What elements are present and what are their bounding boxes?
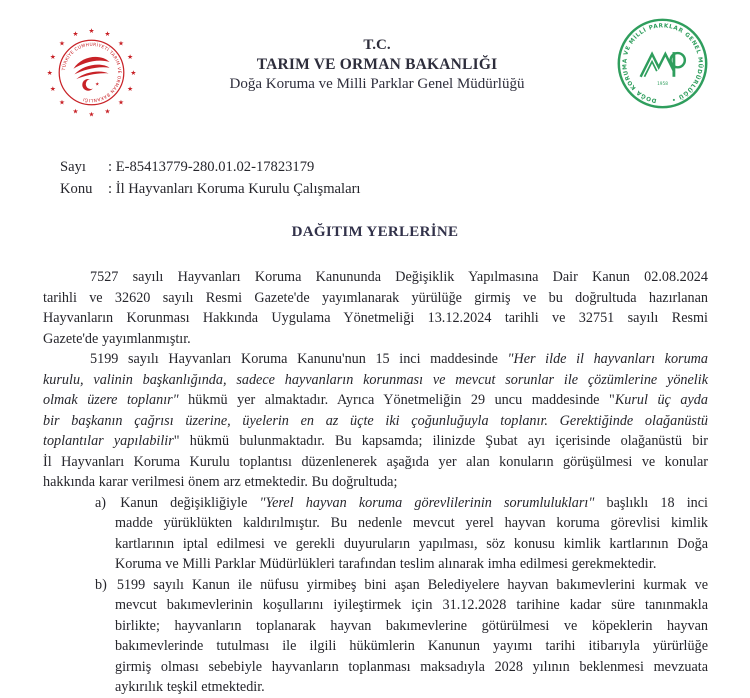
text-segment: Kanun değişikliğiyle bbox=[120, 494, 260, 511]
body-line bbox=[43, 390, 708, 411]
text-segment: 5199 sayılı Kanun ile nüfusu yirmibeş bini aşan Belediyelere hayvan bakımevlerini kurmak ve bbox=[116, 576, 708, 593]
dkmp-seal-ring-text: DOĞA KORUMA VE MİLLİ PARKLAR GENEL MÜDÜRLÜĞÜ • bbox=[622, 23, 703, 104]
list-marker: a) bbox=[95, 494, 107, 511]
text-segment: mevcut bakımevlerinin koşullarını iyileştirmek için 31.12.2028 tarihine kadar süre tanınmakla bbox=[115, 597, 708, 613]
letter-header bbox=[0, 0, 750, 125]
text-segment: Kurul üç ayda bbox=[614, 392, 708, 408]
svg-text:★: ★ bbox=[88, 27, 95, 36]
svg-text:★: ★ bbox=[127, 84, 134, 93]
body-line bbox=[43, 595, 708, 616]
meta-sayi-row bbox=[60, 156, 750, 178]
text-segment: birlikte; hayvanların toplanarak hayvan bakımevlerine götürülmesi ve köpeklerin hayvan bbox=[115, 617, 708, 634]
text-segment: kurulu, valinin başkanlığında, sadece hayvanların korunması ve mevcut sorunlar ile çözümlerine yönelik bbox=[43, 371, 708, 388]
sayi-value: : E-85413779-280.01.02-17823179 bbox=[108, 159, 315, 175]
list-marker: b) bbox=[95, 576, 107, 593]
body-line bbox=[43, 472, 708, 493]
svg-text:★: ★ bbox=[104, 107, 111, 116]
text-segment: aykırılık teşkil etmektedir. bbox=[115, 679, 265, 695]
header-title-block bbox=[139, 22, 615, 94]
body-line bbox=[43, 308, 708, 329]
text-segment: "Yerel hayvan koruma görevlilerinin sorumlulukları" bbox=[259, 494, 595, 511]
text-segment: toplantılar yapılabilir bbox=[43, 433, 174, 449]
text-segment: Hayvanların Korunması Hakkında Uygulama Yönetmeliği 13.12.2024 tarihli ve 32751 sayılı Resmi bbox=[43, 310, 708, 326]
ministry-seal-icon bbox=[44, 25, 139, 120]
svg-text:★: ★ bbox=[49, 52, 56, 61]
svg-text:★: ★ bbox=[72, 30, 79, 39]
document-body bbox=[0, 267, 750, 698]
letter-meta bbox=[60, 156, 750, 200]
text-segment: tarihli ve 32620 sayılı Resmi Gazete'de yayımlanarak yürülüğe girmiş ve bu doğrultuda hazırlanan bbox=[43, 289, 708, 306]
ministry-seal-wing-icon bbox=[73, 57, 109, 79]
body-line bbox=[43, 513, 708, 534]
body-line bbox=[43, 267, 708, 288]
text-segment: hükmü yer almaktadır. Ayrıca Yönetmeliğin 29 uncu maddesinde " bbox=[178, 392, 615, 408]
svg-text:★: ★ bbox=[58, 39, 65, 48]
text-segment: 7527 sayılı Hayvanları Koruma Kanununda Değişiklik Yapılmasına Dair Kanun 02.08.2024 bbox=[90, 269, 708, 285]
text-segment: İl Hayvanları Koruma Kurulu toplantısı düzenlenerek aşağıda yer alan konuların görüşülmesi ve konular bbox=[43, 453, 708, 470]
ministry-seal bbox=[44, 25, 139, 125]
dkmp-seal bbox=[615, 16, 710, 116]
body-line bbox=[43, 288, 708, 309]
body-line bbox=[43, 677, 708, 698]
text-segment: Koruma ve Milli Parklar Müdürlükleri tarafından teslim alınarak imha edilmesi gerekmektedir. bbox=[115, 556, 657, 572]
mp-monogram-icon bbox=[641, 52, 685, 77]
text-segment: olmak üzere toplanır" bbox=[43, 392, 179, 408]
svg-text:★: ★ bbox=[104, 30, 111, 39]
text-segment: bir başkanın çağrısı üzerine, üyelerin en az üçte iki çoğunluğuyla toplanır. Gerektiğinde olağanüstü bbox=[43, 412, 708, 429]
body-line bbox=[43, 349, 708, 370]
text-segment: kartlarının iptal edilmesi ve gerekli duyuruların yapılması, söz konusu kimlik kartlarının Doğa bbox=[115, 535, 708, 552]
svg-text:★: ★ bbox=[118, 98, 125, 107]
text-segment: Gazete'de yayımlanmıştır. bbox=[43, 330, 191, 347]
header-ministry-name: TARIM VE ORMAN BAKANLIĞI bbox=[256, 56, 498, 73]
body-line bbox=[43, 554, 708, 575]
text-segment: madde yürüklükten kaldırılmıştır. Bu nedenle mevcut yerel hayvan koruma görevlisi kimlik bbox=[115, 515, 708, 531]
konu-label: Konu bbox=[60, 181, 93, 197]
list-item-line bbox=[43, 493, 708, 514]
body-line bbox=[43, 636, 708, 657]
text-segment: başlıklı 18 inci bbox=[594, 494, 709, 511]
svg-text:★: ★ bbox=[127, 52, 134, 61]
body-line bbox=[43, 534, 708, 555]
text-segment: "Her ilde il hayvanları koruma bbox=[507, 351, 709, 367]
distribution-title: DAĞITIM YERLERİNE bbox=[291, 224, 459, 240]
body-line bbox=[43, 616, 708, 637]
svg-text:★: ★ bbox=[95, 82, 100, 88]
svg-text:★: ★ bbox=[49, 84, 56, 93]
svg-text:★: ★ bbox=[88, 110, 95, 119]
text-segment: hakkında karar verilmesi önem arz etmektedir. Bu doğrultuda; bbox=[43, 474, 398, 490]
sayi-label: Sayı bbox=[60, 159, 86, 175]
dkmp-seal-year: 1958 bbox=[657, 81, 668, 87]
body-line bbox=[43, 411, 708, 432]
svg-text:★: ★ bbox=[118, 39, 125, 48]
body-line bbox=[43, 452, 708, 473]
text-segment: " hükmü bulunmaktadır. Bu kapsamda; ilinizde Şubat ayı içerisinde olağanüstü bir bbox=[173, 433, 708, 449]
meta-konu-row bbox=[60, 178, 750, 200]
body-line bbox=[43, 329, 708, 350]
body-line bbox=[43, 431, 708, 452]
header-tc: T.C. bbox=[363, 37, 391, 53]
dkmp-seal-icon bbox=[615, 16, 710, 111]
body-line bbox=[43, 657, 708, 678]
ministry-seal-ring-text: TÜRKİYE CUMHURİYETİ TARIM VE ORMAN BAKANLIĞI bbox=[61, 42, 122, 103]
svg-text:★: ★ bbox=[72, 107, 79, 116]
body-line bbox=[43, 370, 708, 391]
svg-text:★: ★ bbox=[130, 68, 137, 77]
text-segment: 5199 sayılı Hayvanları Koruma Kanunu'nun 15 inci maddesinde bbox=[90, 351, 508, 367]
svg-text:DOĞA KORUMA VE MİLLİ PARKLAR G bbox=[622, 23, 703, 103]
svg-text:★: ★ bbox=[46, 68, 53, 77]
text-segment: bakımevlerinde tutulması ile ilgili hükümlerin Kanunun yayımı tarihi itibarıyla yürürlüğe bbox=[115, 638, 708, 654]
list-item-line bbox=[43, 575, 708, 596]
konu-value: : İl Hayvanları Koruma Kurulu Çalışmaları bbox=[108, 181, 361, 197]
crescent-star-icon bbox=[82, 79, 99, 91]
text-segment: girmiş olması sebebiyle hayvanların toplanması maksadıyla 2028 yılının beklenmesi mevzuata bbox=[115, 658, 708, 675]
svg-text:★: ★ bbox=[58, 98, 65, 107]
header-directorate-name: Doğa Koruma ve Milli Parklar Genel Müdürlüğü bbox=[229, 76, 525, 92]
